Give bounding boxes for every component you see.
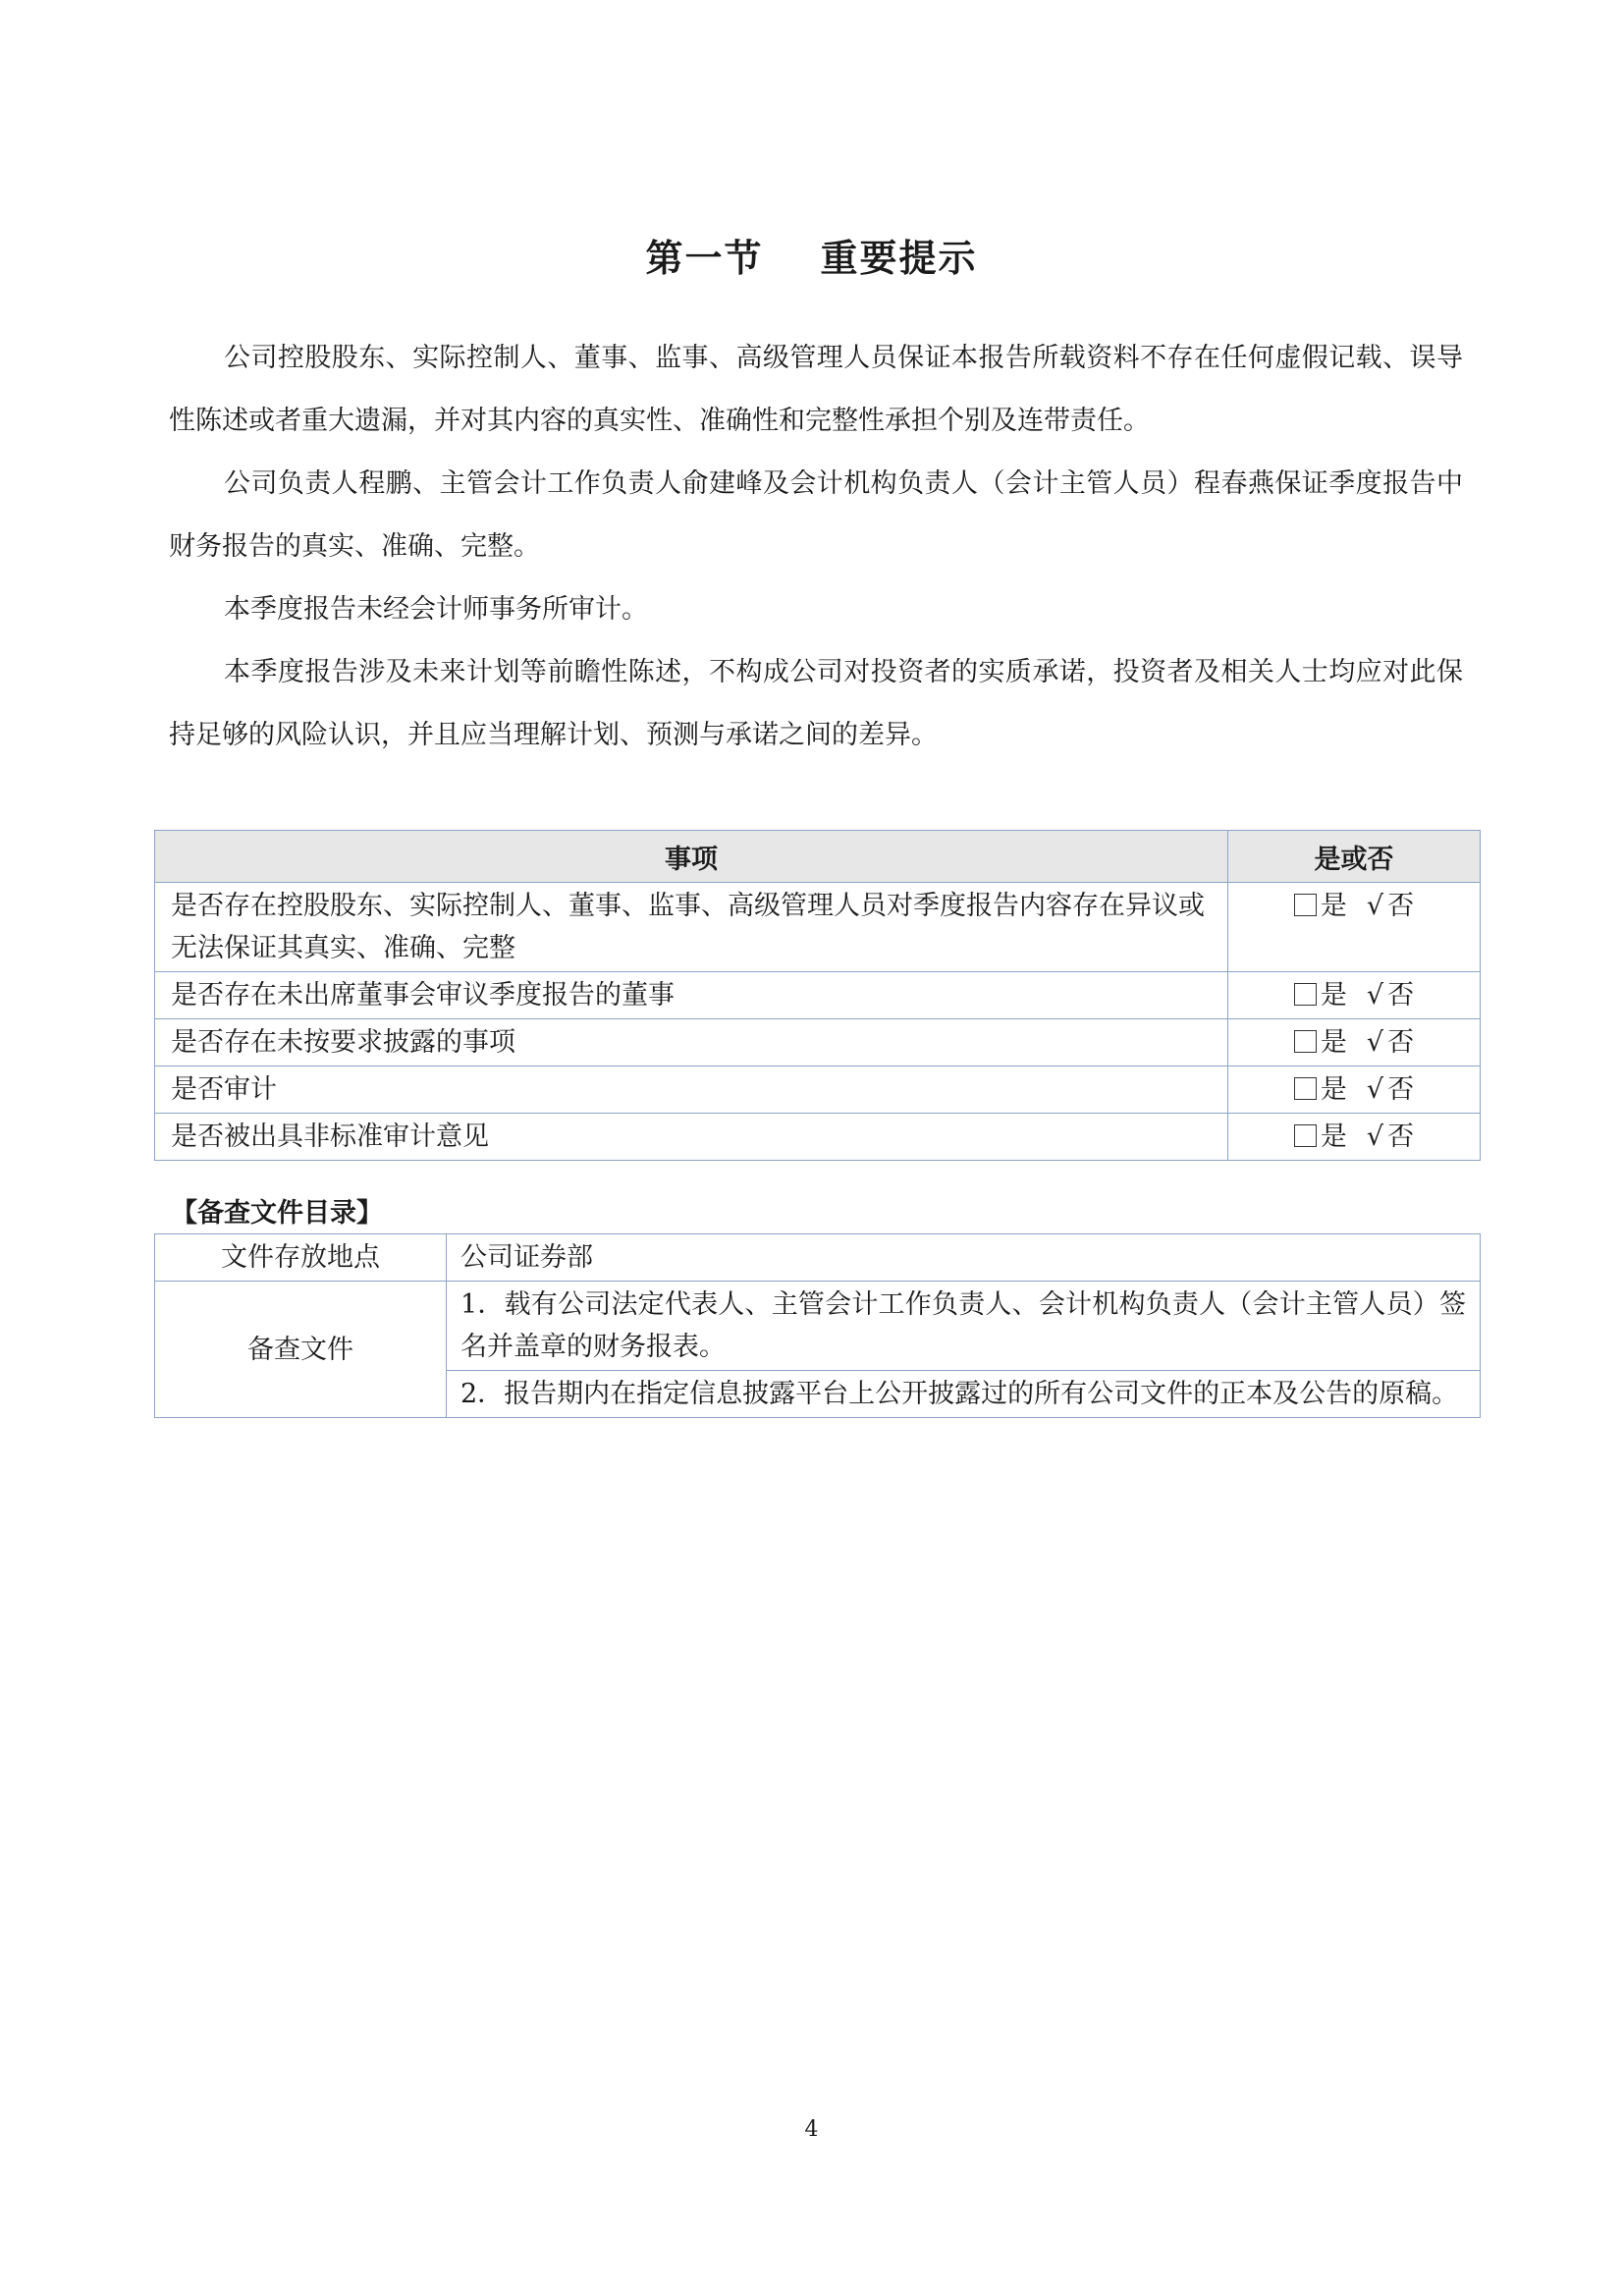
header-item: 事项 xyxy=(155,831,1228,883)
reference-heading: 【备查文件目录】 xyxy=(171,1198,383,1229)
page-number: 4 xyxy=(804,2117,819,2142)
location-label: 文件存放地点 xyxy=(155,1234,447,1282)
answer-no: 否 xyxy=(1387,1121,1415,1152)
table-row xyxy=(155,1019,1481,1066)
reference-table xyxy=(154,1233,1481,1418)
section-number: 第一节 xyxy=(645,237,764,280)
section-name: 重要提示 xyxy=(820,237,978,280)
table-row xyxy=(155,1114,1481,1161)
page-title xyxy=(0,228,1623,282)
file-item: 2．报告期内在指定信息披露平台上公开披露过的所有公司文件的正本及公告的原稿。 xyxy=(447,1371,1481,1418)
files-label: 备查文件 xyxy=(155,1282,447,1418)
paragraph-forward-looking: 本季度报告涉及未来计划等前瞻性陈述，不构成公司对投资者的实质承诺，投资者及相关人士均应对此保持足够的风险认识，并且应当理解计划、预测与承诺之间的差异。 xyxy=(169,657,1463,750)
row-answer: 是 √ 否 xyxy=(1228,1066,1481,1114)
checkbox-icon xyxy=(1294,1030,1317,1053)
check-mark-icon: √ xyxy=(1366,1074,1384,1105)
row-item: 是否存在未按要求披露的事项 xyxy=(155,1019,1228,1066)
row-item: 是否存在控股股东、实际控制人、董事、监事、高级管理人员对季度报告内容存在异议或无法保证其真实、准确、完整 xyxy=(155,883,1228,972)
answer-no: 否 xyxy=(1387,1027,1415,1058)
file-item: 1．载有公司法定代表人、主管会计工作负责人、会计机构负责人（会计主管人员）签名并盖章的财务报表。 xyxy=(447,1282,1481,1371)
table-row xyxy=(155,1066,1481,1114)
check-mark-icon: √ xyxy=(1366,1027,1384,1058)
answer-no: 否 xyxy=(1387,980,1415,1011)
paragraph-audit-status: 本季度报告未经会计师事务所审计。 xyxy=(224,594,648,625)
checkbox-icon xyxy=(1294,894,1317,916)
answer-no: 否 xyxy=(1387,891,1415,921)
answer-no: 否 xyxy=(1387,1074,1415,1105)
table-row xyxy=(155,1282,1481,1371)
items-table-header xyxy=(155,831,1481,883)
paragraph-guarantee: 公司控股股东、实际控制人、董事、监事、高级管理人员保证本报告所载资料不存在任何虚假记载、误导性陈述或者重大遗漏，并对其内容的真实性、准确性和完整性承担个别及连带责任。 xyxy=(169,343,1463,436)
row-answer: 是 √ 否 xyxy=(1228,883,1481,972)
check-mark-icon: √ xyxy=(1366,980,1384,1011)
row-answer: 是 √ 否 xyxy=(1228,972,1481,1019)
table-row xyxy=(155,883,1481,972)
checkbox-icon xyxy=(1294,1124,1317,1147)
items-table xyxy=(154,830,1481,1161)
header-answer: 是或否 xyxy=(1228,831,1481,883)
check-mark-icon: √ xyxy=(1366,891,1384,921)
table-row xyxy=(155,972,1481,1019)
row-answer: 是 √ 否 xyxy=(1228,1114,1481,1161)
row-answer: 是 √ 否 xyxy=(1228,1019,1481,1066)
location-value: 公司证券部 xyxy=(447,1234,1481,1282)
row-item: 是否被出具非标准审计意见 xyxy=(155,1114,1228,1161)
checkbox-icon xyxy=(1294,1077,1317,1100)
row-item: 是否存在未出席董事会审议季度报告的董事 xyxy=(155,972,1228,1019)
checkbox-icon xyxy=(1294,983,1317,1006)
row-item: 是否审计 xyxy=(155,1066,1228,1114)
check-mark-icon: √ xyxy=(1366,1121,1384,1152)
table-row xyxy=(155,1234,1481,1282)
paragraph-responsible-persons: 公司负责人程鹏、主管会计工作负责人俞建峰及会计机构负责人（会计主管人员）程春燕保证季度报告中财务报告的真实、准确、完整。 xyxy=(169,468,1463,562)
